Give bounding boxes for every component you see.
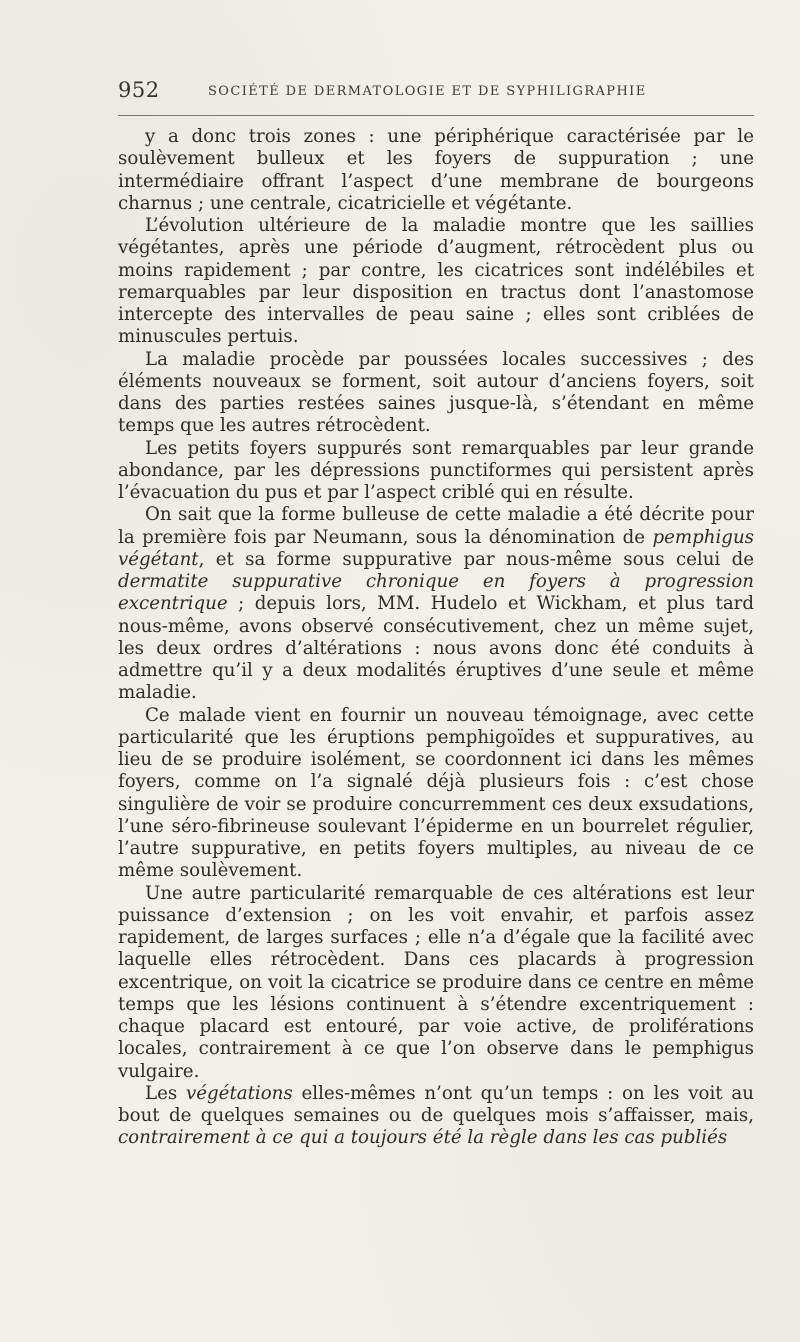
page-number: 952	[118, 78, 160, 102]
text-run: On sait que la forme bulleuse de cette maladie a été décrite pour la première fois par Neumann, sous la dénomination de	[118, 504, 754, 548]
paragraph	[118, 705, 754, 883]
italic-text-run: contrairement à ce qui a toujours été la règle dans les cas publiés	[118, 1127, 728, 1149]
paragraph	[118, 215, 754, 349]
text-run: Une autre particularité remarquable de ces altérations est leur puissance d’extension ; on les voit envahir, et parfois assez rapidement, de larges surfaces ; elle n’a d’égale que la facilité avec laquelle elles rétrocèdent. Dans ces placards à progression excentrique, on voit la cicatrice se produire dans ce centre en même temps que les lésions continuent à s’étendre excentriquement : chaque placard est entouré, par voie active, de proliférations locales, contrairement à ce que l’on observe dans le pemphigus vulgaire.	[118, 882, 754, 1082]
italic-text-run: végétations	[186, 1082, 293, 1104]
italic-text-run: pemphigus végétant	[118, 526, 754, 570]
page-header	[118, 78, 754, 104]
paragraph	[118, 349, 754, 438]
running-head: SOCIÉTÉ DE DERMATOLOGIE ET DE SYPHILIGRAPHIE	[208, 84, 647, 99]
text-run: Les	[145, 1082, 186, 1104]
italic-text-run: dermatite suppurative chronique en foyers à progression excentrique	[118, 571, 754, 615]
header-rule	[118, 115, 754, 116]
text-run: ; depuis lors, MM. Hudelo et Wickham, et plus tard nous-même, avons observé consécutivement, chez un même sujet, les deux ordres d’altérations : nous avons donc été conduits à admettre qu’il y a deux modalités éruptives d’une seule et même maladie.	[118, 593, 754, 704]
paragraph	[118, 438, 754, 505]
text-run: La maladie procède par poussées locales successives ; des éléments nouveaux se forment, soit autour d’anciens foyers, soit dans des parties restées saines jusque-là, s’étendant en même temps que les autres rétrocèdent.	[118, 348, 754, 437]
text-run: y a donc trois zones : une périphérique caractérisée par le soulèvement bulleux et les foyers de suppuration ; une intermédiaire offrant l’aspect d’une membrane de bourgeons charnus ; une centrale, cicatricielle et végétante.	[118, 126, 754, 214]
body-text	[118, 126, 754, 1150]
paragraph	[118, 504, 754, 704]
paragraph	[118, 883, 754, 1083]
text-run: Les petits foyers suppurés sont remarquables par leur grande abondance, par les dépressions punctiformes qui persistent après l’évacuation du pus et par l’aspect criblé qui en résulte.	[118, 437, 754, 503]
paragraph	[118, 126, 754, 215]
text-run: L’évolution ultérieure de la maladie montre que les saillies végétantes, après une période d’augment, rétrocèdent plus ou moins rapidement ; par contre, les cicatrices sont indélébiles et remarquables par leur disposition en tractus dont l’anastomose intercepte des intervalles de peau saine ; elles sont criblées de minuscules pertuis.	[118, 215, 754, 348]
paragraph	[118, 1083, 754, 1150]
text-run: , et sa forme suppurative par nous-même sous celui de	[198, 548, 754, 570]
text-run: elles-mêmes n’ont qu’un temps : on les voit au bout de quelques semaines ou de quelques mois s’affaisser, mais,	[118, 1082, 754, 1126]
text-run: Ce malade vient en fournir un nouveau témoignage, avec cette particularité que les éruptions pemphigoïdes et suppuratives, au lieu de se produire isolément, se coordonnent ici dans les mêmes foyers, comme on l’a signalé déjà plusieurs fois : c’est chose singulière de voir se produire concurremment ces deux exsudations, l’une séro-fibrineuse soulevant l’épiderme en un bourrelet régulier, l’autre suppurative, en petits foyers multiples, au niveau de ce même soulèvement.	[118, 704, 754, 882]
